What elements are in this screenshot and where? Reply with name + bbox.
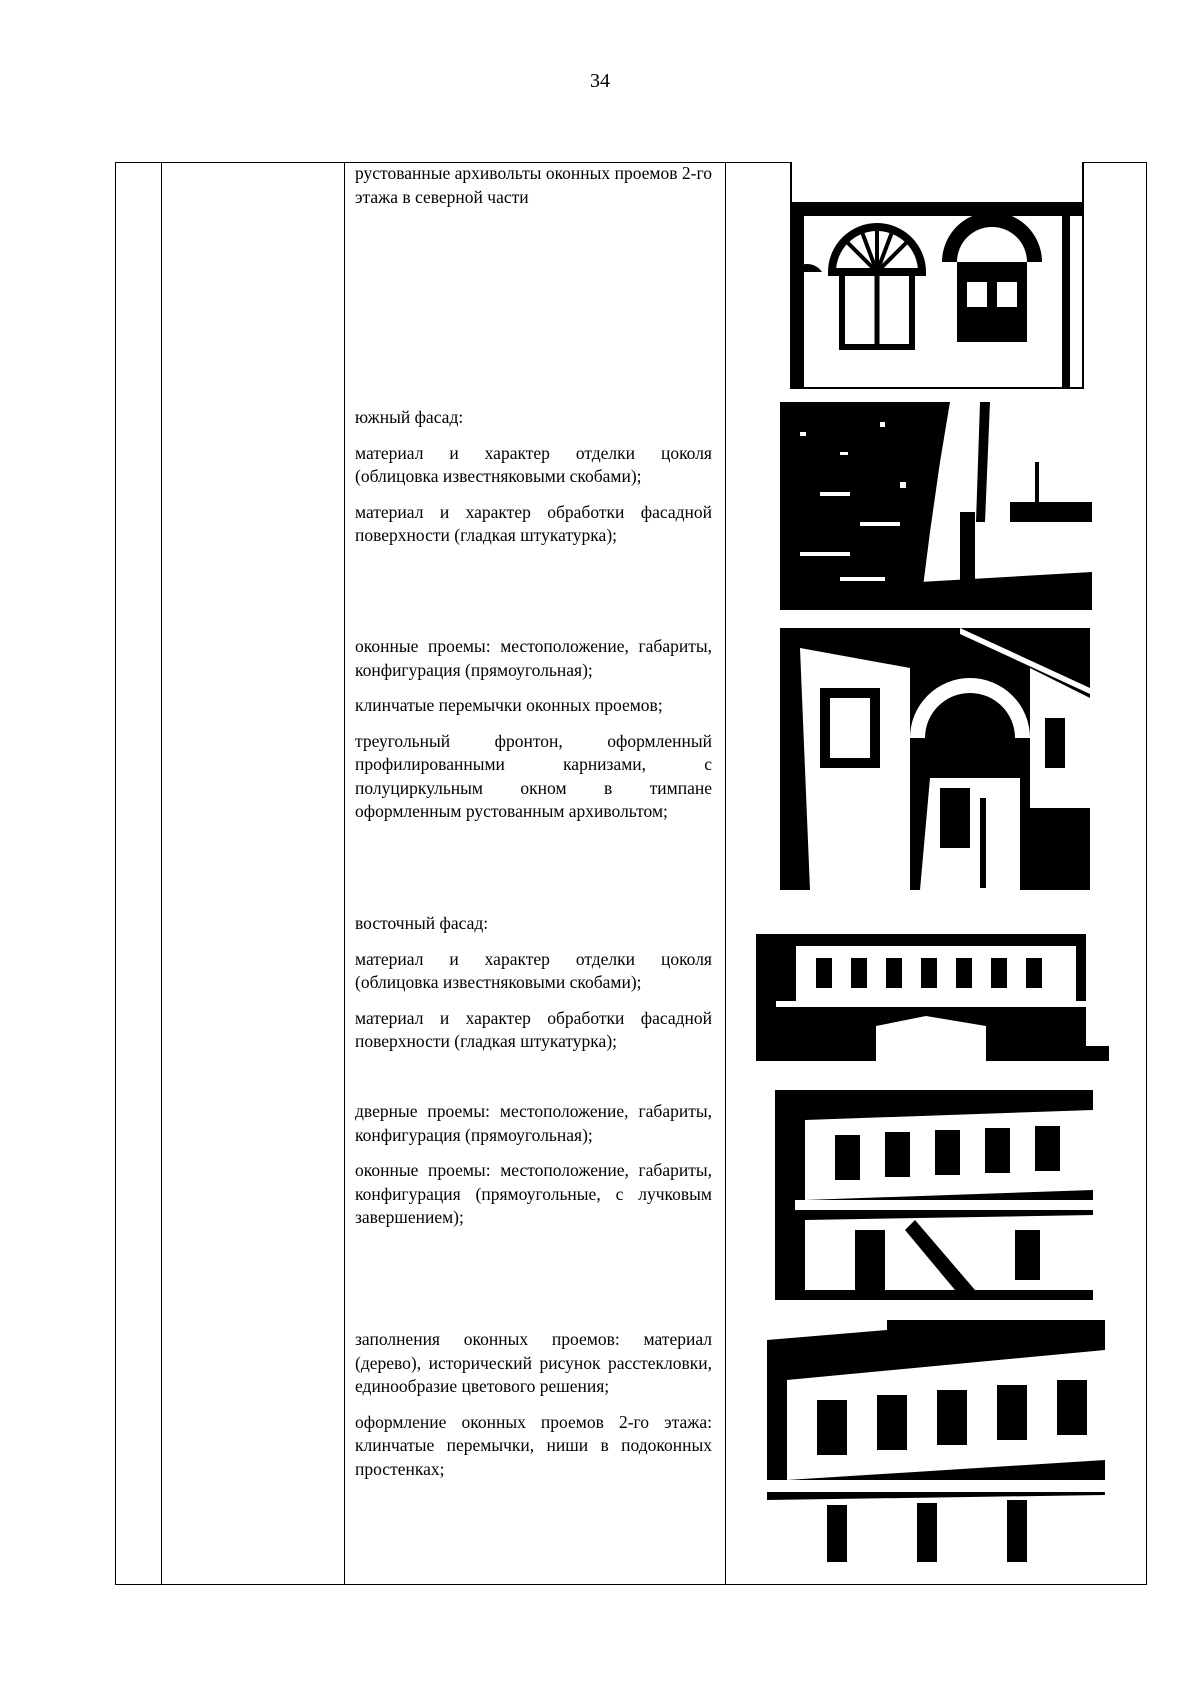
- photo-second-floor-windows: [767, 1320, 1105, 1562]
- paragraph: треугольный фронтон, оформленный профилированными карнизами, с полуциркульным окном в тимпане оформленным рустованным архивольтом;: [355, 730, 712, 821]
- paragraph: рустованные архивольты оконных проемов 2-го этажа в северной части: [355, 163, 712, 207]
- photo-south-facade-plinth: [780, 402, 1092, 610]
- paragraph: материал и характер обработки фасадной поверхности (гладкая штукатурка);: [355, 501, 712, 545]
- photo-south-pediment: [780, 628, 1090, 890]
- column-divider-3: [725, 163, 726, 1584]
- paragraph: материал и характер обработки фасадной поверхности (гладкая штукатурка);: [355, 1007, 712, 1051]
- block-north-archivolts: [355, 162, 712, 209]
- photo-north-arched-windows: [790, 162, 1084, 389]
- block-window-fillings: [355, 1328, 712, 1481]
- paragraph: дверные проемы: местоположение, габариты, конфигурация (прямоугольная);: [355, 1101, 712, 1145]
- paragraph: оконные проемы: местоположение, габариты, конфигурация (прямоугольные, с лучковым завершением);: [355, 1160, 712, 1227]
- paragraph: восточный фасад:: [355, 913, 489, 933]
- paragraph: материал и характер отделки цоколя (облицовка известняковыми скобами);: [355, 442, 712, 486]
- photo-east-facade: [756, 906, 1109, 1061]
- paragraph: заполнения оконных проемов: материал (дерево), исторический рисунок расстекловки, единообразие цветового решения;: [355, 1329, 712, 1396]
- paragraph: оконные проемы: местоположение, габариты, конфигурация (прямоугольная);: [355, 636, 712, 680]
- paragraph: материал и характер отделки цоколя (облицовка известняковыми скобами);: [355, 948, 712, 992]
- page-number: 34: [590, 70, 610, 92]
- block-south-windows: [355, 635, 712, 824]
- paragraph: оформление оконных проемов 2-го этажа: клинчатые перемычки, ниши в подоконных простенках;: [355, 1411, 712, 1479]
- paragraph: южный фасад:: [355, 407, 464, 427]
- block-south-facade: [355, 406, 712, 548]
- column-divider-1: [161, 163, 162, 1584]
- block-east-facade: [355, 912, 712, 1054]
- paragraph: клинчатые перемычки оконных проемов;: [355, 695, 663, 715]
- column-divider-2: [344, 163, 345, 1584]
- block-east-openings: [355, 1100, 712, 1230]
- photo-east-doors-windows: [775, 1090, 1093, 1300]
